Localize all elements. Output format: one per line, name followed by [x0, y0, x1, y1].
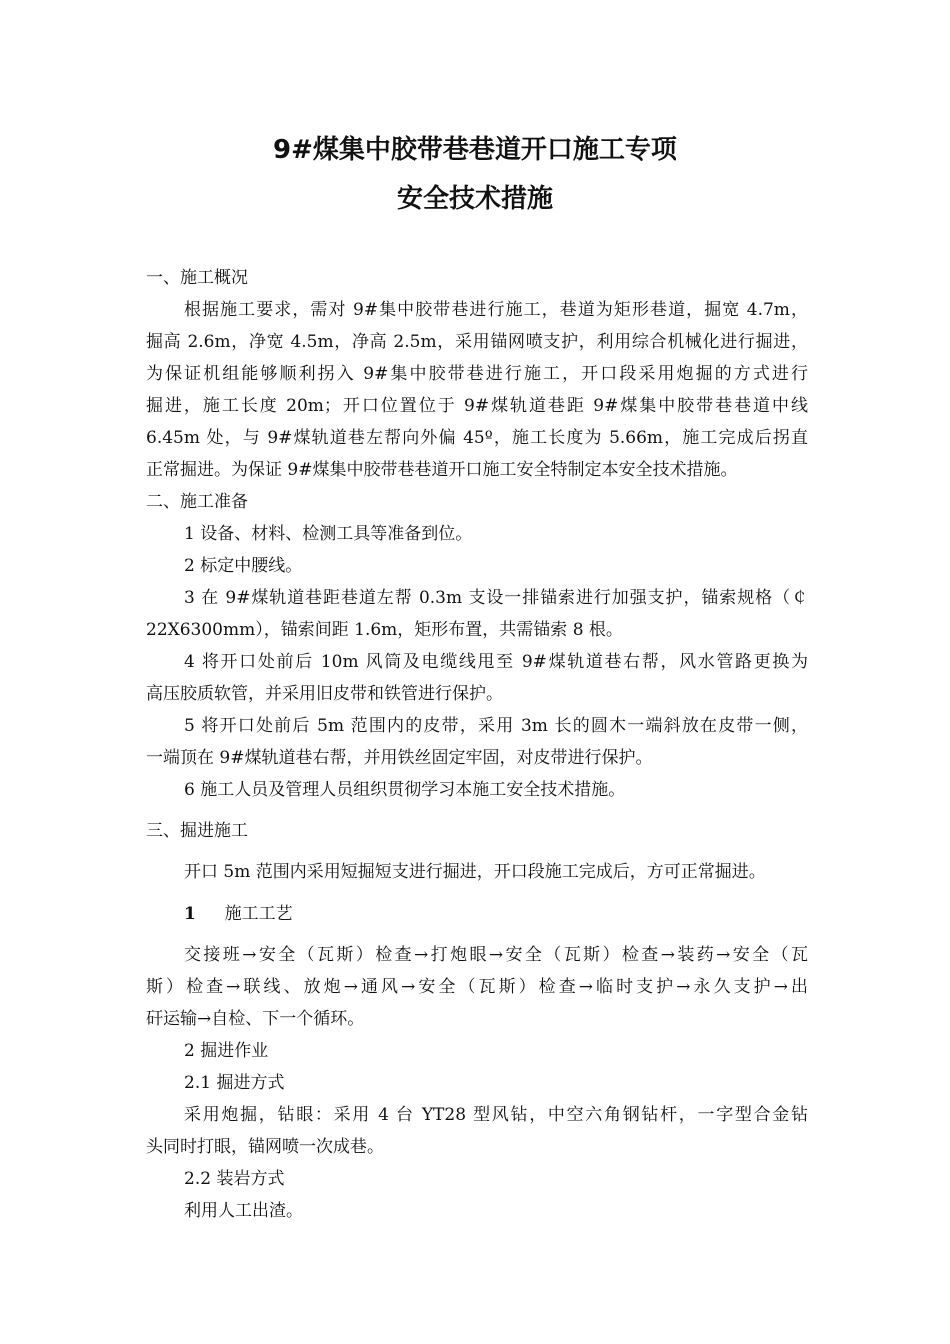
paragraph-line: 掘高 2.6m，净宽 4.5m，净高 2.5m，采用锚网喷支护，利用综合机械化进行掘进，: [146, 332, 808, 352]
paragraph-line: 正常掘进。为保证 9#煤集中胶带巷巷道开口施工安全特制定本安全技术措施。: [146, 460, 738, 480]
list-item: 4 将开口处前后 10m 风筒及电缆线甩至 9#煤轨道巷右帮，风水管路更换为: [184, 652, 808, 672]
subsection-2-heading: 2 掘进作业: [184, 1041, 269, 1061]
list-item-continuation: 22X6300mm），锚索间距 1.6m，矩形布置，共需锚索 8 根。: [146, 620, 623, 640]
paragraph-line: 头同时打眼，锚网喷一次成巷。: [146, 1137, 384, 1157]
paragraph-line: 利用人工出渣。: [184, 1201, 303, 1221]
subsection-1-title: 施工工艺: [224, 904, 293, 924]
section-2-heading: 二、施工准备: [146, 492, 248, 512]
list-item-continuation: 一端顶在 9#煤轨道巷右帮，并用铁丝固定牢固，对皮带进行保护。: [146, 748, 653, 768]
section-1-heading: 一、施工概况: [146, 268, 248, 288]
paragraph-line: 采用炮掘，钻眼：采用 4 台 YT28 型风钻，中空六角钢钻杆，一字型合金钻: [184, 1105, 808, 1125]
list-item: 2 标定中腰线。: [184, 556, 303, 576]
document-title-line-2: 安全技术措施: [396, 184, 553, 214]
paragraph-line: 根据施工要求，需对 9#集中胶带巷进行施工，巷道为矩形巷道，掘宽 4.7m，: [184, 300, 808, 320]
section-3-heading: 三、掘进施工: [146, 821, 248, 841]
list-item-continuation: 高压胶质软管，并采用旧皮带和铁管进行保护。: [146, 684, 503, 704]
subsection-1-number: 1: [184, 904, 196, 924]
document-title-line-1: 9#煤集中胶带巷巷道开口施工专项: [273, 135, 677, 165]
paragraph-line: 交接班→安全（瓦斯）检查→打炮眼→安全（瓦斯）检查→装药→安全（瓦: [184, 945, 808, 965]
paragraph-line: 开口 5m 范围内采用短掘短支进行掘进，开口段施工完成后，方可正常掘进。: [184, 862, 766, 882]
paragraph-line: 6.45m 处，与 9#煤轨道巷左帮向外偏 45º，施工长度为 5.66m，施工完成后拐直: [146, 428, 808, 448]
paragraph-line: 矸运输→自检、下一个循环。: [146, 1009, 365, 1029]
list-item: 6 施工人员及管理人员组织贯彻学习本施工安全技术措施。: [184, 780, 626, 800]
paragraph-line: 为保证机组能够顺利拐入 9#集中胶带巷进行施工，开口段采用炮掘的方式进行: [146, 364, 808, 384]
paragraph-line: 掘进，施工长度 20m；开口位置位于 9#煤轨道巷距 9#煤集中胶带巷巷道中线: [146, 396, 808, 416]
subsection-2-1-heading: 2.1 掘进方式: [184, 1073, 285, 1093]
list-item: 3 在 9#煤轨道巷距巷道左帮 0.3m 支设一排锚索进行加强支护，锚索规格（￠: [184, 588, 808, 608]
paragraph-line: 斯）检查→联线、放炮→通风→安全（瓦斯）检查→临时支护→永久支护→出: [146, 977, 808, 997]
list-item: 5 将开口处前后 5m 范围内的皮带，采用 3m 长的圆木一端斜放在皮带一侧，: [184, 716, 808, 736]
subsection-1-heading: [184, 902, 808, 926]
subsection-2-2-heading: 2.2 装岩方式: [184, 1169, 285, 1189]
list-item: 1 设备、材料、检测工具等准备到位。: [184, 524, 473, 544]
